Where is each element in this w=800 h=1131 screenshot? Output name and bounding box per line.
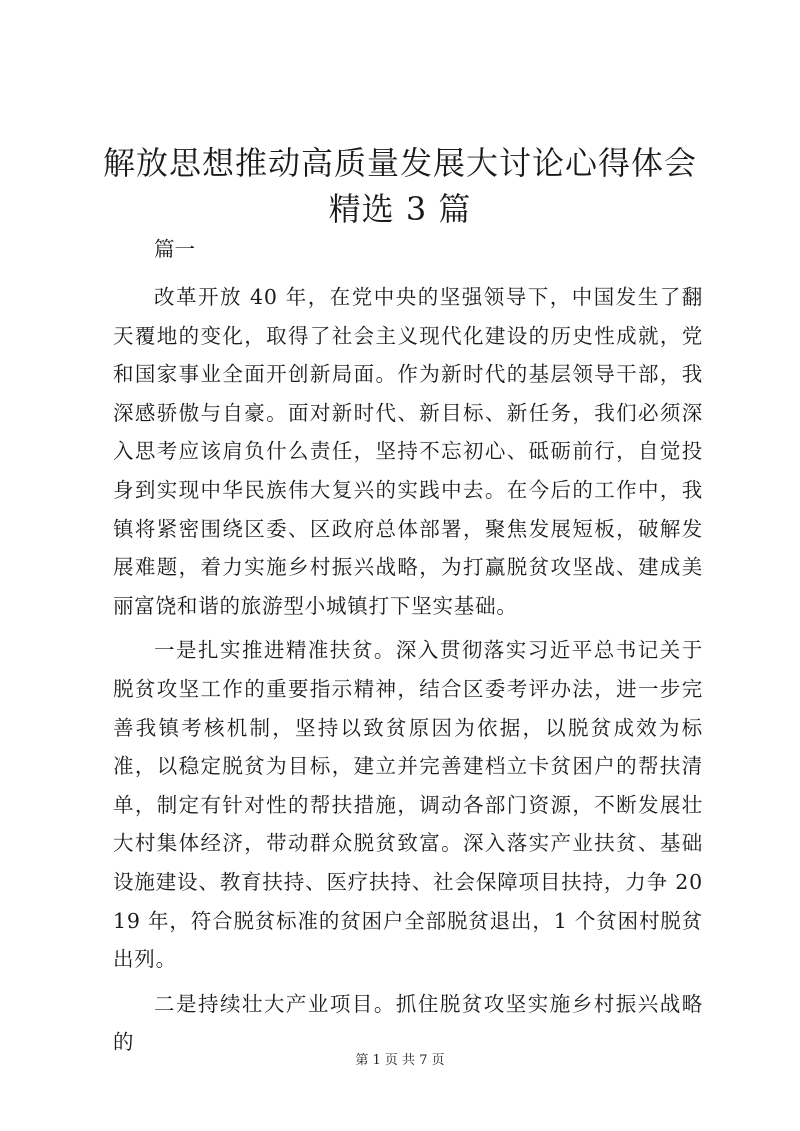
paragraph-1: 改革开放 40 年，在党中央的坚强领导下，中国发生了翻天覆地的变化，取得了社会主义现代化建设的历史性成就，党和国家事业全面开创新局面。作为新时代的基层领导干部，我深感骄傲与自豪。面对新时代、新目标、新任务，我们必须深入思考应该肩负什么责任，坚持不忘初心、砥砺前行，自觉投身到实现中华民族伟大复兴的实践中去。在今后的工作中，我镇将紧密围绕区委、区政府总体部署，聚焦发展短板，破解发展难题，着力实施乡村振兴战略，为打赢脱贫攻坚战、建成美丽富饶和谐的旅游型小城镇打下坚实基础。 bbox=[113, 285, 703, 618]
page-footer bbox=[0, 1052, 800, 1070]
document-body bbox=[113, 230, 703, 1068]
page-indicator: 第 1 页 共 7 页 bbox=[355, 1053, 445, 1068]
section-label: 篇一 bbox=[154, 237, 195, 261]
paragraph-3: 二是持续壮大产业项目。抓住脱贫攻坚实施乡村振兴战略的 bbox=[113, 991, 703, 1055]
paragraph-2: 一是扎实推进精准扶贫。深入贯彻落实习近平总书记关于脱贫攻坚工作的重要指示精神，结合区委考评办法，进一步完善我镇考核机制，坚持以致贫原因为依据，以脱贫成效为标准，以稳定脱贫为目标，建立并完善建档立卡贫困户的帮扶清单，制定有针对性的帮扶措施，调动各部门资源，不断发展壮大村集体经济，带动群众脱贫致富。深入落实产业扶贫、基础设施建设、教育扶持、医疗扶持、社会保障项目扶持，力争 2019 年，符合脱贫标准的贫困户全部脱贫退出，1 个贫困村脱贫出列。 bbox=[113, 638, 703, 972]
document-title: 解放思想推动高质量发展大讨论心得体会精选 3 篇 bbox=[102, 144, 697, 228]
